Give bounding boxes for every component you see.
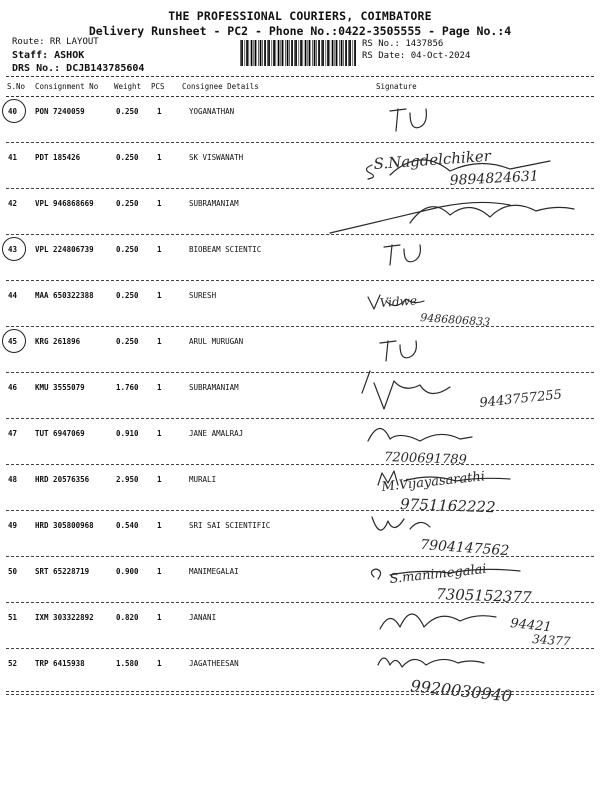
row-consignee: JANANI <box>189 613 217 622</box>
row-weight: 1.760 <box>116 383 139 392</box>
row-pcs: 1 <box>157 613 162 622</box>
signature-stroke <box>380 341 396 361</box>
row-weight: 0.250 <box>116 199 139 208</box>
row-consignee: ARUL MURUGAN <box>189 337 244 346</box>
table-row <box>0 189 600 235</box>
row-consignment-no: TUT 6947069 <box>35 429 85 438</box>
signature-stroke <box>362 371 370 393</box>
row-consignment-no: KRG 261896 <box>35 337 81 346</box>
signature-handwriting: 9443757255 <box>478 387 563 411</box>
row-pcs: 1 <box>157 337 162 346</box>
row-pcs: 1 <box>157 383 162 392</box>
row-consignee: MURALI <box>189 475 217 484</box>
row-weight: 0.250 <box>116 245 139 254</box>
row-pcs: 1 <box>157 107 162 116</box>
signature-handwriting: S.manimegalai <box>388 561 488 587</box>
row-pcs: 1 <box>157 245 162 254</box>
row-weight: 0.820 <box>116 613 139 622</box>
row-weight: 0.250 <box>116 107 139 116</box>
runsheet-subtitle: Delivery Runsheet - PC2 - Phone No.:0422-3505555 - Page No.:4 <box>88 24 512 38</box>
row-consignment-no: PON 7240059 <box>35 107 85 116</box>
table-row <box>0 97 600 143</box>
row-consignment-no: IXM 303322892 <box>35 613 94 622</box>
table-row <box>0 649 600 706</box>
row-signature <box>360 465 600 517</box>
signature-stroke <box>404 245 420 262</box>
signature-phone-number: 9751162222 <box>399 495 496 517</box>
signature-stroke <box>368 428 472 441</box>
row-signature <box>360 649 600 706</box>
row-sno: 42 <box>8 199 18 208</box>
row-consignment-no: SRT 65228719 <box>35 567 90 576</box>
row-signature <box>360 419 600 468</box>
row-signature <box>360 373 600 419</box>
row-signature <box>360 603 600 649</box>
row-sno: 49 <box>8 521 18 530</box>
row-signature <box>360 97 600 143</box>
row-sno: 51 <box>8 613 18 622</box>
row-consignment-no: VPL 224806739 <box>35 245 94 254</box>
row-consignee: YOGANATHAN <box>189 107 235 116</box>
table-row <box>0 235 600 281</box>
signature-stroke <box>372 517 404 530</box>
signature-stroke <box>410 109 426 128</box>
col-header-pcs: PCS <box>151 82 165 91</box>
company-title: THE PROFESSIONAL COURIERS, COIMBATORE <box>168 9 432 23</box>
row-sno: 47 <box>8 429 18 438</box>
signature-phone-number: 34377 <box>531 632 571 649</box>
col-header-sno: S.No <box>7 82 26 91</box>
row-pcs: 1 <box>157 567 162 576</box>
row-signature <box>360 235 600 281</box>
table-bottom-divider <box>6 691 594 692</box>
signature-handwriting: M.Vijayasarathi <box>380 469 486 495</box>
row-pcs: 1 <box>157 153 162 162</box>
col-header-consignee: Consignee Details <box>182 82 259 91</box>
row-weight: 0.540 <box>116 521 139 530</box>
row-pcs: 1 <box>157 199 162 208</box>
signature-stroke <box>410 522 430 529</box>
row-pcs: 1 <box>157 475 162 484</box>
table-row <box>0 143 600 189</box>
table-row <box>0 281 600 327</box>
row-weight: 1.580 <box>116 659 139 668</box>
row-weight: 0.900 <box>116 567 139 576</box>
table-row <box>0 511 600 560</box>
rs-number: RS No.: 1437856 <box>362 39 444 49</box>
table-row <box>0 557 600 607</box>
col-header-consignment: Consignment No <box>35 82 99 91</box>
row-consignee: JANE AMALRAJ <box>189 429 244 438</box>
row-pcs: 1 <box>157 659 162 668</box>
signature-stroke <box>390 109 406 131</box>
row-sno: 44 <box>8 291 18 300</box>
row-signature <box>360 189 600 235</box>
col-header-signature: Signature <box>376 82 417 91</box>
signature-handwriting: 7200691789 <box>383 450 468 468</box>
row-consignee: MANIMEGALAI <box>189 567 239 576</box>
row-weight: 0.250 <box>116 153 139 162</box>
barcode <box>240 40 356 66</box>
row-sno: 43 <box>8 245 18 254</box>
table-row <box>0 327 600 373</box>
row-divider <box>6 694 594 695</box>
signature-handwriting: S.Nagdelchiker <box>373 146 492 173</box>
row-consignment-no: KMU 3555079 <box>35 383 85 392</box>
row-sno: 50 <box>8 567 18 576</box>
row-sno: 45 <box>8 337 18 346</box>
rs-date: RS Date: 04-Oct-2024 <box>362 51 471 61</box>
signature-stroke <box>380 614 496 629</box>
header-divider <box>6 76 594 77</box>
row-consignment-no: VPL 946868669 <box>35 199 94 208</box>
signature-stroke <box>384 245 400 265</box>
signature-phone-number: 9486806833 <box>419 311 491 329</box>
signature-stroke <box>330 202 510 233</box>
table-row <box>0 465 600 517</box>
row-signature <box>360 143 600 189</box>
row-consignee: BIOBEAM SCIENTIC <box>189 245 262 254</box>
drs-number: DRS No.: DCJB143785604 <box>12 63 145 74</box>
row-consignment-no: HRD 305800968 <box>35 521 94 530</box>
row-sno: 41 <box>8 153 18 162</box>
signature-stroke <box>366 165 373 179</box>
row-consignee: SUBRAMANIAM <box>189 199 239 208</box>
row-consignment-no: TRP 6415938 <box>35 659 85 668</box>
row-weight: 0.910 <box>116 429 139 438</box>
row-sno: 48 <box>8 475 18 484</box>
row-signature <box>360 327 600 373</box>
route-label: Route: RR LAYOUT <box>12 37 99 47</box>
table-row <box>0 373 600 419</box>
row-consignee: SRI SAI SCIENTIFIC <box>189 521 271 530</box>
row-pcs: 1 <box>157 291 162 300</box>
signature-stroke <box>368 295 380 309</box>
signature-handwriting: 7904147562 <box>419 537 510 560</box>
signature-stroke <box>371 569 380 579</box>
signature-stroke <box>400 341 416 358</box>
row-weight: 0.250 <box>116 291 139 300</box>
signature-phone-number: 7305152377 <box>435 585 532 607</box>
row-weight: 0.250 <box>116 337 139 346</box>
row-signature <box>360 511 600 560</box>
row-sno: 52 <box>8 659 18 668</box>
row-consignee: SUBRAMANIAM <box>189 383 239 392</box>
staff-label: Staff: ASHOK <box>12 50 85 61</box>
row-pcs: 1 <box>157 429 162 438</box>
signature-stroke <box>374 381 450 409</box>
row-sno: 40 <box>8 107 18 116</box>
signature-stroke <box>378 658 484 667</box>
row-consignment-no: HRD 20576356 <box>35 475 90 484</box>
row-sno: 46 <box>8 383 18 392</box>
row-signature <box>360 557 600 607</box>
row-consignee: SK VISWANATH <box>189 153 244 162</box>
signature-handwriting: 94421 <box>509 616 553 636</box>
signature-phone-number: 9894824631 <box>449 168 540 189</box>
row-weight: 2.950 <box>116 475 139 484</box>
signature-handwriting: Vidwe <box>379 293 418 310</box>
row-consignee: JAGATHEESAN <box>189 659 239 668</box>
row-consignee: SURESH <box>189 291 217 300</box>
table-row <box>0 603 600 649</box>
col-header-weight: Weight <box>114 82 142 91</box>
row-pcs: 1 <box>157 521 162 530</box>
table-row <box>0 419 600 468</box>
row-consignment-no: PDT 185426 <box>35 153 81 162</box>
signature-handwriting: 9920030940 <box>409 676 513 706</box>
row-consignment-no: MAA 650322388 <box>35 291 94 300</box>
row-signature <box>360 281 600 327</box>
